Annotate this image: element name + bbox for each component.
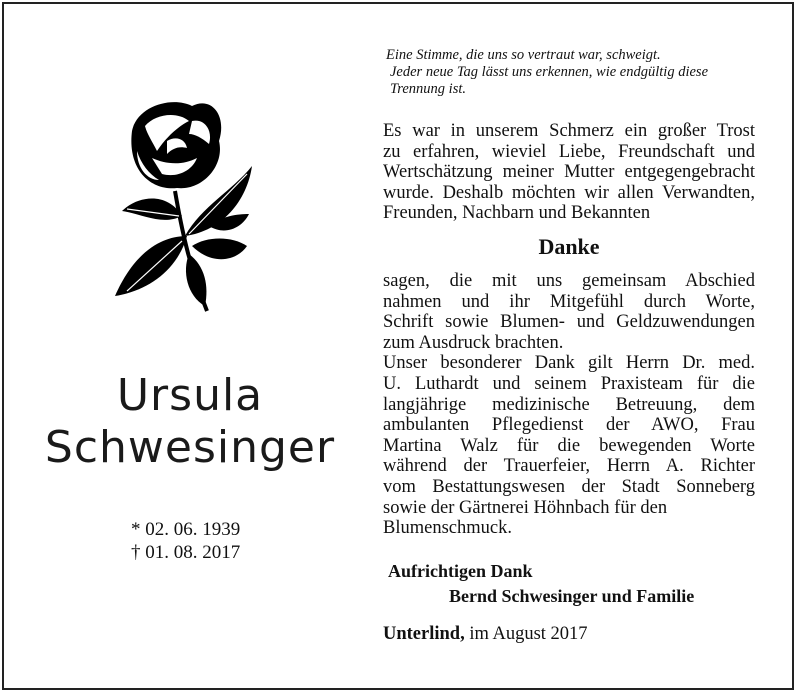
text-line: Martina Walz für die bewegenden Worte bbox=[383, 435, 755, 456]
text-line: Freunden, Nachbarn und Bekannten bbox=[383, 203, 651, 224]
birth-date: * 02. 06. 1939 bbox=[131, 519, 241, 540]
text-line: Blumenschmuck. bbox=[383, 518, 512, 539]
motto-line-1: Eine Stimme, die uns so vertraut war, schweigt. bbox=[386, 47, 661, 63]
motto-line-2: Jeder neue Tag lässt uns erkennen, wie endgültig diese Trennung ist. bbox=[390, 64, 709, 97]
thanks-paragraph-2 bbox=[383, 271, 755, 539]
place-name: Unterlind, bbox=[383, 624, 465, 644]
text-line: Es war in unserem Schmerz ein großer Trost bbox=[383, 121, 755, 141]
text-line: sagen, die mit uns gemeinsam Abschied bbox=[383, 271, 755, 291]
life-dates bbox=[131, 518, 240, 564]
text-line: während der Trauerfeier, Herrn A. Richter bbox=[383, 456, 755, 477]
place-and-date bbox=[383, 624, 588, 645]
closing-phrase: Aufrichtigen Dank bbox=[388, 561, 533, 581]
thanks-paragraph-1 bbox=[383, 121, 755, 224]
family-signature: Bernd Schwesinger und Familie bbox=[449, 586, 695, 606]
deceased-first-name: Ursula bbox=[116, 370, 264, 421]
left-column bbox=[0, 0, 380, 695]
danke-heading: Danke bbox=[538, 234, 600, 259]
text-line: Unser besonderer Dank gilt Herrn Dr. med. bbox=[383, 353, 755, 374]
text-line: sowie der Gärtnerei Höhnbach für den bbox=[383, 497, 668, 518]
notice-date: im August 2017 bbox=[464, 624, 588, 644]
text-line: nahmen und ihr Mitgefühl durch Worte, bbox=[383, 291, 755, 312]
text-line: langjährige medizinische Betreuung, dem bbox=[383, 394, 755, 415]
text-line: Wertschätzung meiner Mutter entgegengebracht bbox=[383, 162, 755, 183]
text-line: ambulanten Pflegedienst der AWO, Frau bbox=[383, 415, 755, 436]
text-line: Schrift sowie Blumen- und Geldzuwendungen bbox=[383, 312, 755, 333]
text-line: wurde. Deshalb möchten wir allen Verwandten, bbox=[383, 182, 755, 203]
motto bbox=[386, 47, 756, 98]
death-date: † 01. 08. 2017 bbox=[131, 542, 241, 563]
text-line: zu erfahren, wieviel Liebe, Freundschaft und bbox=[383, 141, 755, 162]
text-line: U. Luthardt und seinem Praxisteam für die bbox=[383, 373, 755, 394]
deceased-last-name: Schwesinger bbox=[44, 422, 336, 473]
text-line: vom Bestattungswesen der Stadt Sonneberg bbox=[383, 476, 755, 497]
text-line: zum Ausdruck brachten. bbox=[383, 332, 564, 353]
rose-icon bbox=[97, 96, 257, 320]
